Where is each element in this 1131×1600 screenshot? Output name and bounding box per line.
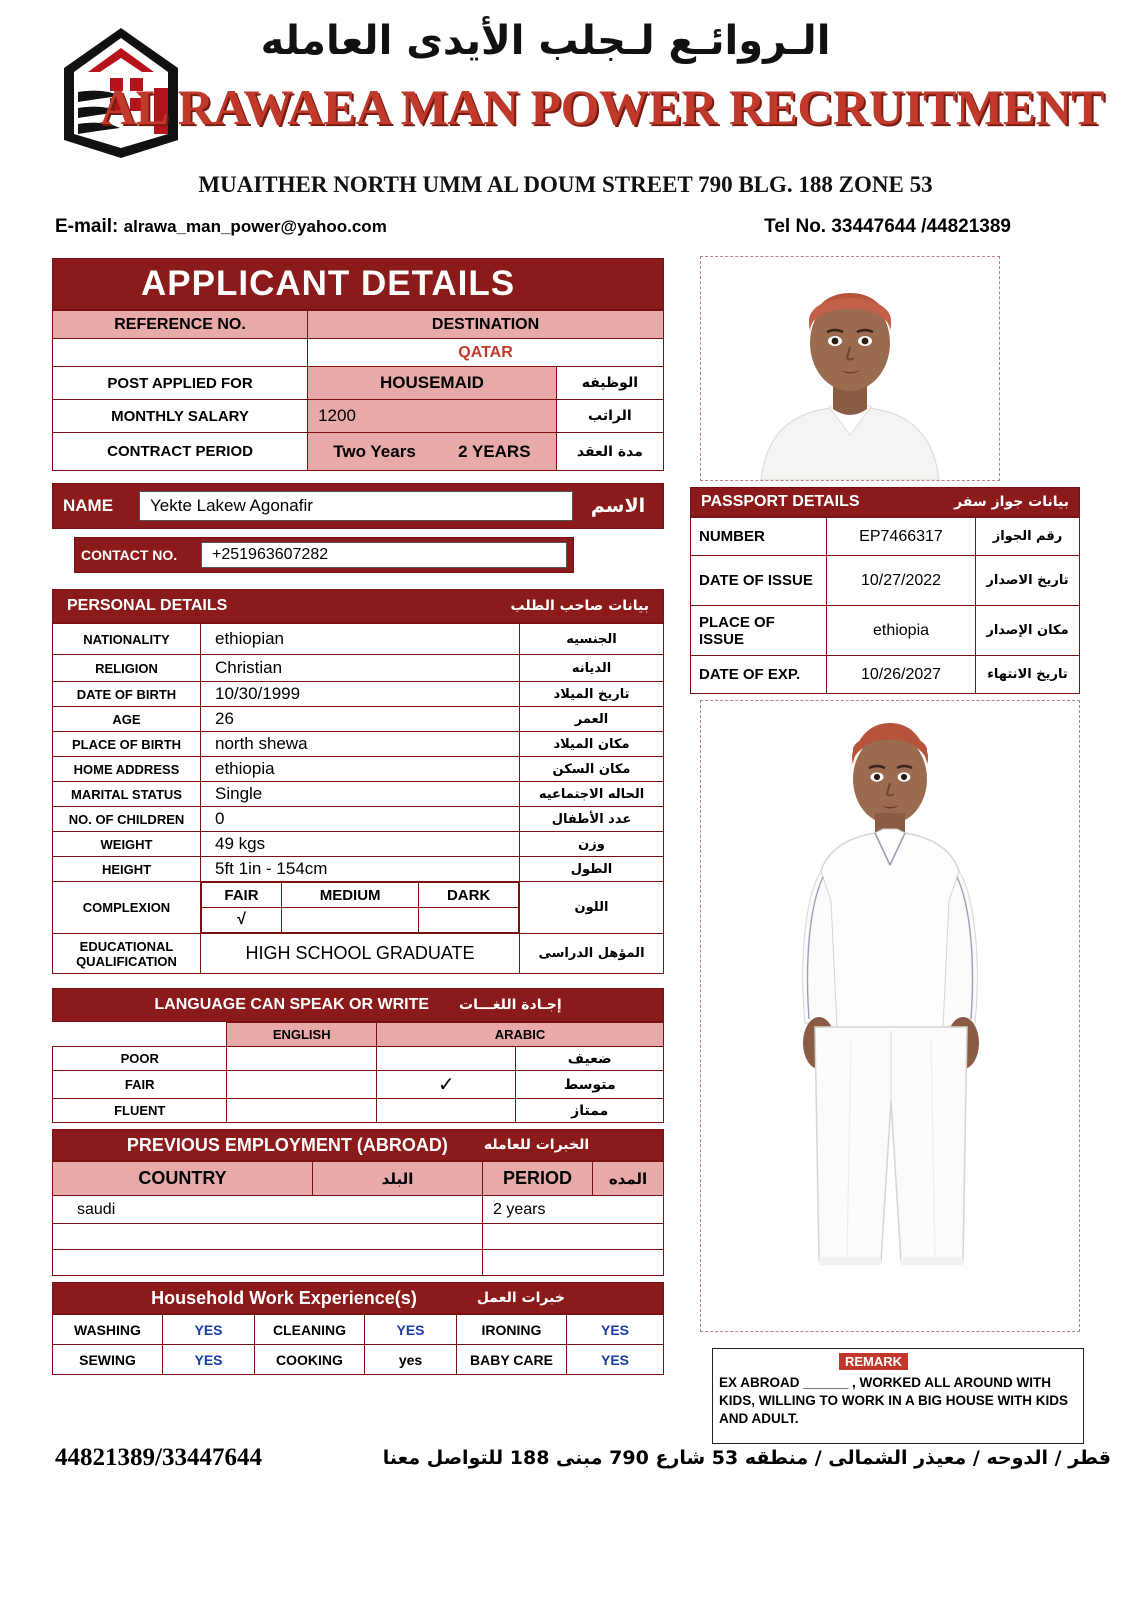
household-value[interactable]: YES <box>163 1345 255 1375</box>
language-fluent-arabic[interactable] <box>377 1099 516 1123</box>
complexion-label: COMPLEXION <box>53 882 201 934</box>
complexion-check-fair[interactable]: √ <box>202 908 282 933</box>
period-header-arabic: المده <box>593 1162 664 1196</box>
language-level-arabic-label: ضعيف <box>516 1047 664 1071</box>
personal-details-title: PERSONAL DETAILS <box>67 597 228 614</box>
previous-employment-table <box>52 1161 664 1276</box>
complexion-options <box>201 882 520 934</box>
row-arabic: وزن <box>520 832 664 857</box>
household-label: COOKING <box>255 1345 365 1375</box>
language-title-arabic: إجـادة اللغـــات <box>459 997 562 1013</box>
remark-badge: REMARK <box>839 1353 908 1370</box>
previous-employment-title-arabic: الخبرات للعامله <box>483 1137 590 1153</box>
footer-arabic-address: قطر / الدوحه / معيذر الشمالى / منطقه 53 شارع 790 مبنى 188 للتواصل معنا <box>382 1447 1111 1469</box>
household-value[interactable]: YES <box>567 1345 664 1375</box>
row-arabic: مكان الميلاد <box>520 732 664 757</box>
left-column <box>52 258 664 1375</box>
passport-table <box>690 517 1080 694</box>
row-value[interactable]: Single <box>201 782 520 807</box>
row-value[interactable]: 49 kgs <box>201 832 520 857</box>
language-fluent-english[interactable] <box>227 1099 377 1123</box>
household-table <box>52 1314 664 1375</box>
household-section <box>52 1282 664 1375</box>
row-value[interactable]: Christian <box>201 655 520 682</box>
reference-no-label: REFERENCE NO. <box>53 311 308 339</box>
destination-value[interactable]: QATAR <box>308 339 664 367</box>
employment-period[interactable] <box>483 1250 664 1276</box>
passport-row-value[interactable]: 10/26/2027 <box>827 656 976 694</box>
row-label: HEIGHT <box>53 857 201 882</box>
language-poor-arabic[interactable] <box>377 1047 516 1071</box>
personal-details-banner <box>52 589 664 623</box>
passport-row-value[interactable]: 10/27/2022 <box>827 556 976 606</box>
row-value[interactable]: 26 <box>201 707 520 732</box>
company-address: MUAITHER NORTH UMM AL DOUM STREET 790 BLG. 188 ZONE 53 <box>198 172 933 197</box>
document-footer <box>55 1444 1111 1472</box>
row-arabic: عدد الأطفال <box>520 807 664 832</box>
employment-country[interactable]: saudi <box>53 1196 483 1224</box>
language-fair-arabic[interactable]: ✓ <box>377 1071 516 1099</box>
name-input[interactable]: Yekte Lakew Agonafir <box>139 491 573 521</box>
language-level-arabic-label: متوسط <box>516 1071 664 1099</box>
passport-row-label: NUMBER <box>691 518 827 556</box>
complexion-check-medium[interactable] <box>281 908 418 933</box>
passport-row-arabic: رقم الجواز <box>976 518 1080 556</box>
row-arabic: مكان السكن <box>520 757 664 782</box>
passport-details-title-arabic: بيانات جواز سفر <box>954 494 1069 510</box>
household-banner <box>52 1282 664 1314</box>
employment-period[interactable]: 2 years <box>483 1196 664 1224</box>
country-header: COUNTRY <box>53 1162 313 1196</box>
household-title: Household Work Experience(s) <box>151 1287 417 1308</box>
passport-details-section <box>690 487 1080 694</box>
passport-row-value[interactable]: ethiopia <box>827 606 976 656</box>
reference-no-value[interactable] <box>53 339 308 367</box>
language-poor-english[interactable] <box>227 1047 377 1071</box>
contact-row <box>74 537 574 573</box>
language-fair-english[interactable] <box>227 1071 377 1099</box>
company-name: AL RAWAEA MAN POWER RECRUITMENT <box>100 79 1105 135</box>
row-label: DATE OF BIRTH <box>53 682 201 707</box>
row-label: MARITAL STATUS <box>53 782 201 807</box>
row-value[interactable]: 0 <box>201 807 520 832</box>
footer-phones: 44821389/33447644 <box>55 1444 262 1471</box>
row-arabic: العمر <box>520 707 664 732</box>
household-title-arabic: خبرات العمل <box>476 1290 565 1306</box>
household-value[interactable]: YES <box>567 1315 664 1345</box>
contract-period-label: CONTRACT PERIOD <box>53 433 308 471</box>
telephone: Tel No. 33447644 /44821389 <box>764 216 1011 237</box>
row-value[interactable]: north shewa <box>201 732 520 757</box>
household-label: IRONING <box>457 1315 567 1345</box>
applicant-details-banner: APPLICANT DETAILS <box>52 258 664 310</box>
language-table <box>52 1022 664 1123</box>
applicant-summary-table <box>52 310 664 471</box>
passport-row-label: DATE OF ISSUE <box>691 556 827 606</box>
name-row <box>52 483 664 529</box>
post-applied-arabic: الوظيفه <box>556 367 663 400</box>
contact-label: CONTACT NO. <box>81 547 178 563</box>
complexion-arabic: اللون <box>520 882 664 934</box>
row-arabic: تاريخ الميلاد <box>520 682 664 707</box>
education-arabic: المؤهل الدراسى <box>520 934 664 974</box>
language-banner <box>52 988 664 1022</box>
destination-label: DESTINATION <box>308 311 664 339</box>
complexion-check-dark[interactable] <box>419 908 519 933</box>
household-label: SEWING <box>53 1345 163 1375</box>
company-contact-line <box>55 216 1011 238</box>
row-label: WEIGHT <box>53 832 201 857</box>
household-label: WASHING <box>53 1315 163 1345</box>
passport-row-arabic: مكان الإصدار <box>976 606 1080 656</box>
passport-row-label: PLACE OF ISSUE <box>691 606 827 656</box>
previous-employment-section <box>52 1129 664 1276</box>
language-title: LANGUAGE CAN SPEAK OR WRITE <box>154 996 430 1013</box>
contact-input[interactable]: +251963607282 <box>201 542 567 568</box>
contract-period-arabic: مدة العقد <box>556 433 663 471</box>
household-value[interactable]: YES <box>365 1315 457 1345</box>
education-value[interactable]: HIGH SCHOOL GRADUATE <box>201 934 520 974</box>
row-arabic: الطول <box>520 857 664 882</box>
row-label: NO. OF CHILDREN <box>53 807 201 832</box>
passport-row-label: DATE OF EXP. <box>691 656 827 694</box>
complexion-option: DARK <box>419 883 519 908</box>
row-value[interactable]: 10/30/1999 <box>201 682 520 707</box>
household-label: BABY CARE <box>457 1345 567 1375</box>
name-arabic: الاسم <box>590 495 646 517</box>
employment-country[interactable] <box>53 1250 483 1276</box>
passport-row-value[interactable]: EP7466317 <box>827 518 976 556</box>
personal-details-section <box>52 589 664 974</box>
passport-row-arabic: تاريخ الاصدار <box>976 556 1080 606</box>
row-label: AGE <box>53 707 201 732</box>
contract-period-value-alt: 2 YEARS <box>458 441 531 461</box>
language-section <box>52 988 664 1123</box>
remark-box <box>712 1348 1084 1444</box>
contract-period-values[interactable] <box>308 433 557 471</box>
complexion-option: MEDIUM <box>281 883 418 908</box>
language-level-label: POOR <box>53 1047 227 1071</box>
personal-details-title-arabic: بيانات صاحب الطلب <box>510 598 649 614</box>
document-header <box>0 0 1131 250</box>
complexion-option: FAIR <box>202 883 282 908</box>
email-value: alrawa_man_power@yahoo.com <box>123 217 387 236</box>
row-label: HOME ADDRESS <box>53 757 201 782</box>
row-value[interactable]: 5ft 1in - 154cm <box>201 857 520 882</box>
monthly-salary-label: MONTHLY SALARY <box>53 400 308 433</box>
row-label: RELIGION <box>53 655 201 682</box>
employment-period[interactable] <box>483 1224 664 1250</box>
company-arabic-title: الـروائـع لـجلب الأيدى العامله <box>260 18 831 64</box>
country-header-arabic: البلد <box>313 1162 483 1196</box>
language-level-label: FLUENT <box>53 1099 227 1123</box>
language-col-english: ENGLISH <box>227 1023 377 1047</box>
row-value[interactable]: ethiopian <box>201 624 520 655</box>
passport-row-arabic: تاريخ الانتهاء <box>976 656 1080 694</box>
household-value[interactable]: yes <box>365 1345 457 1375</box>
post-applied-value[interactable]: HOUSEMAID <box>308 367 557 400</box>
passport-details-banner <box>690 487 1080 517</box>
applicant-fullbody-photo <box>700 700 1080 1332</box>
applicant-portrait-photo <box>700 256 1000 481</box>
period-header: PERIOD <box>483 1162 593 1196</box>
contract-period-value: Two Years <box>333 441 416 461</box>
row-value[interactable]: ethiopia <box>201 757 520 782</box>
passport-details-title: PASSPORT DETAILS <box>701 493 860 510</box>
language-level-arabic-label: ممتاز <box>516 1099 664 1123</box>
language-level-label: FAIR <box>53 1071 227 1099</box>
household-label: CLEANING <box>255 1315 365 1345</box>
post-applied-label: POST APPLIED FOR <box>53 367 308 400</box>
personal-details-table <box>52 623 664 974</box>
language-col-arabic: ARABIC <box>377 1023 664 1047</box>
education-label: EDUCATIONAL QUALIFICATION <box>53 934 201 974</box>
row-label: PLACE OF BIRTH <box>53 732 201 757</box>
household-value[interactable]: YES <box>163 1315 255 1345</box>
previous-employment-banner <box>52 1129 664 1161</box>
row-arabic: الجنسيه <box>520 624 664 655</box>
name-label: NAME <box>63 496 114 515</box>
row-arabic: الديانه <box>520 655 664 682</box>
row-arabic: الحاله الاجتماعيه <box>520 782 664 807</box>
monthly-salary-arabic: الراتب <box>556 400 663 433</box>
previous-employment-title: PREVIOUS EMPLOYMENT (ABROAD) <box>126 1134 448 1155</box>
employment-country[interactable] <box>53 1224 483 1250</box>
row-label: NATIONALITY <box>53 624 201 655</box>
monthly-salary-value[interactable]: 1200 <box>308 400 557 433</box>
remark-text: EX ABROAD ______ , WORKED ALL AROUND WITH KIDS, WILLING TO WORK IN A BIG HOUSE WITH KIDS AND ADULT. <box>719 1375 1068 1427</box>
email-label: E-mail: <box>55 216 119 237</box>
